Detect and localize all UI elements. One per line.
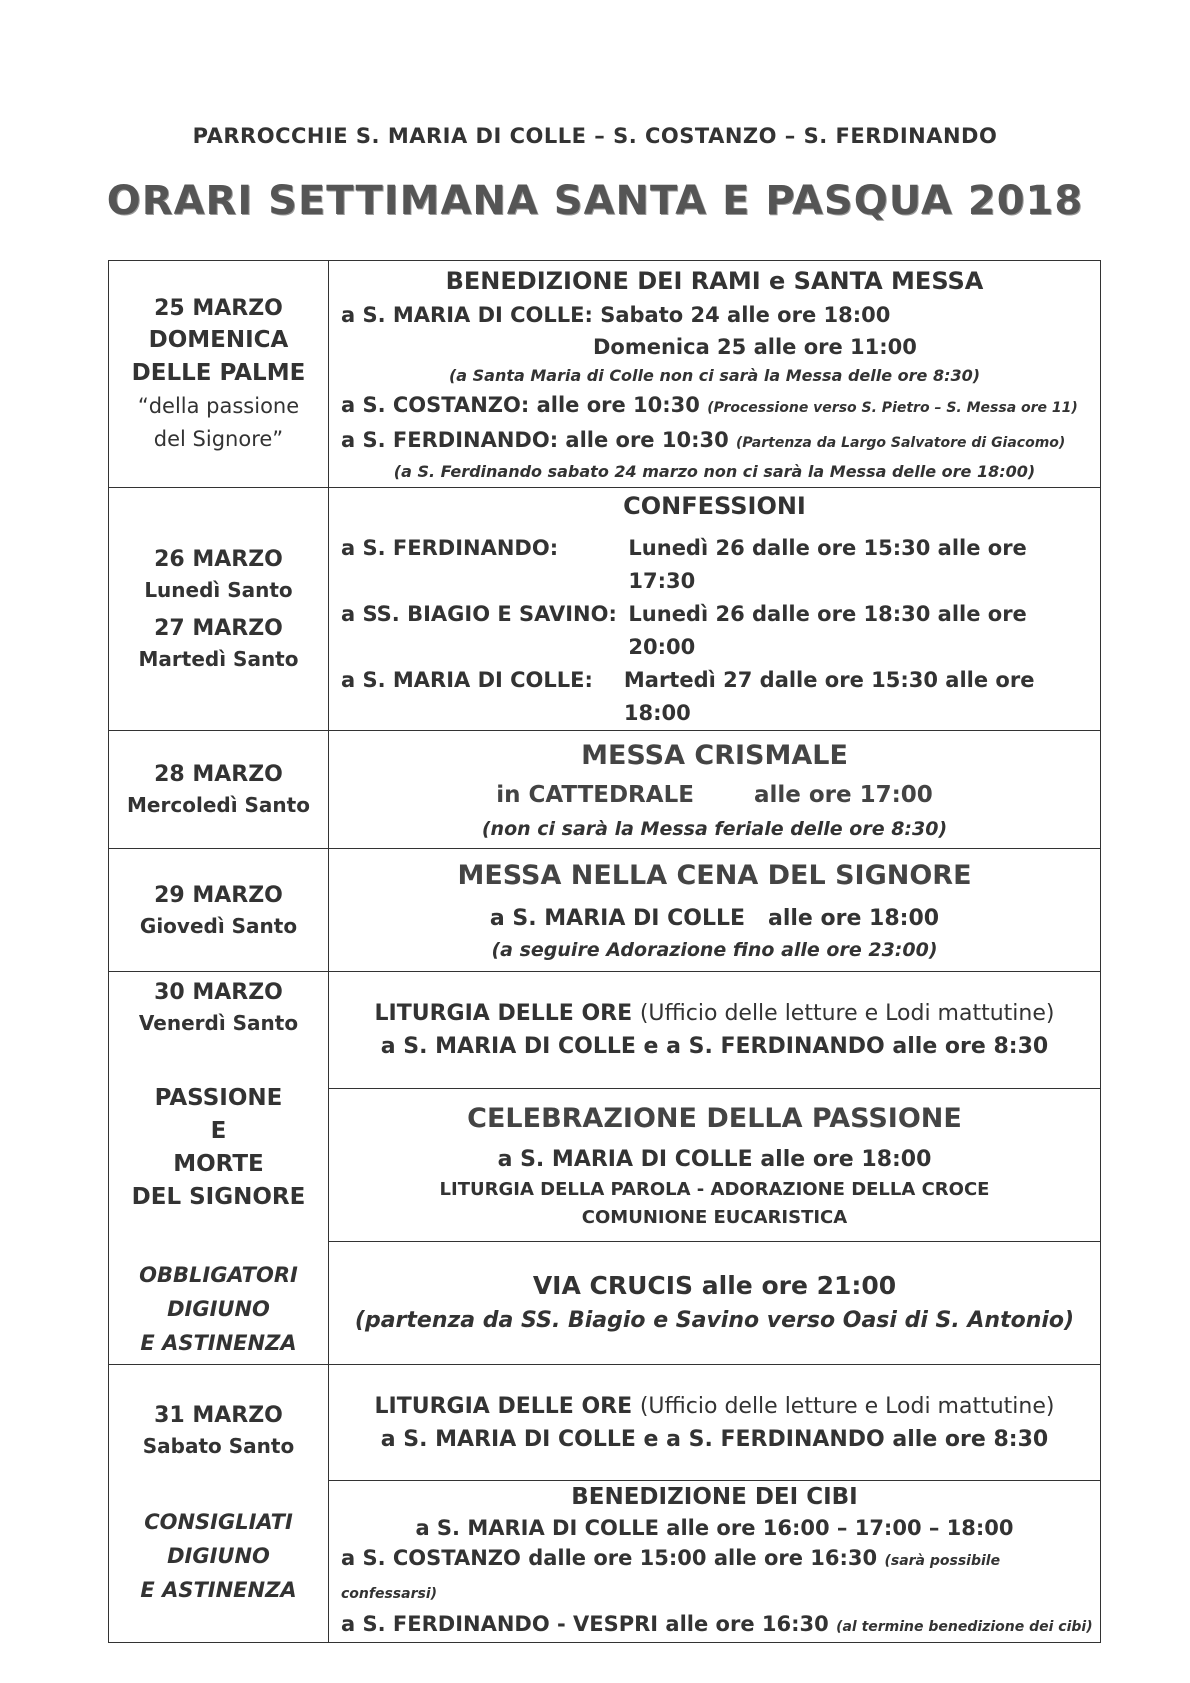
- place-label: a S. FERDINANDO:: [341, 536, 559, 560]
- day-subtitle: DEL SIGNORE: [131, 1183, 306, 1210]
- schedule-line: [329, 532, 1100, 598]
- time-label: Martedì 27 dalle ore 15:30 alle ore 18:00: [623, 668, 1035, 725]
- day-subtitle: E: [210, 1117, 227, 1144]
- schedule-note: (a S. Ferdinando sabato 24 marzo non ci sarà la Messa delle ore 18:00): [393, 462, 1036, 481]
- schedule-line: a S. MARIA DI COLLE e a S. FERDINANDO alle ore 8:30: [380, 1034, 1049, 1059]
- event-heading: BENEDIZIONE DEI CIBI: [571, 1484, 858, 1510]
- confessions-schedule-cell: [329, 488, 1101, 731]
- day-name: DELLE PALME: [131, 359, 306, 386]
- place-label: a S. MARIA DI COLLE:: [341, 668, 593, 692]
- date-label: 31 MARZO: [154, 1403, 283, 1428]
- page-title: ORARI SETTIMANA SANTA E PASQUA 2018: [106, 178, 1084, 224]
- day-subtitle: MORTE: [173, 1150, 264, 1177]
- schedule-line: a S. MARIA DI COLLE alle ore 16:00 – 17:00 – 18:00: [415, 1516, 1014, 1540]
- schedule-table: [108, 260, 1101, 1643]
- event-heading: CONFESSIONI: [623, 492, 806, 520]
- schedule-text: a S. FERDINANDO - VESPRI alle ore 16:30: [341, 1612, 829, 1636]
- schedule-note: (Partenza da Largo Salvatore di Giacomo): [736, 435, 1066, 451]
- fasting-note: DIGIUNO: [167, 1296, 270, 1321]
- schedule-note: (Ufficio delle letture e Lodi mattutine): [639, 1393, 1055, 1419]
- holy-saturday-lauds-cell: [329, 1365, 1101, 1481]
- time-label: Lunedì 26 dalle ore 15:30 alle ore 17:30: [628, 536, 1027, 593]
- schedule-note: (al termine benedizione dei cibi): [836, 1619, 1093, 1635]
- schedule-note: (partenza da SS. Biagio e Savino verso Oasi di S. Antonio): [354, 1308, 1075, 1333]
- event-heading: VIA CRUCIS alle ore 21:00: [532, 1271, 897, 1300]
- confessions-date-cell: [109, 488, 329, 731]
- good-friday-passion-cell: [329, 1089, 1101, 1242]
- schedule-line: [329, 1609, 1100, 1642]
- fasting-note: E ASTINENZA: [140, 1330, 297, 1355]
- schedule-line: a S. MARIA DI COLLE e a S. FERDINANDO alle ore 8:30: [380, 1426, 1049, 1452]
- event-heading: BENEDIZIONE DEI RAMI e SANTA MESSA: [445, 267, 984, 295]
- palm-sunday-schedule-cell: [329, 261, 1101, 488]
- schedule-line: COMUNIONE EUCARISTICA: [581, 1206, 848, 1228]
- fasting-note: E ASTINENZA: [140, 1578, 297, 1602]
- row-last-supper: [109, 849, 1101, 972]
- palm-sunday-date-cell: [109, 261, 329, 488]
- event-heading: LITURGIA DELLE ORE: [374, 1393, 633, 1419]
- day-name: Sabato Santo: [142, 1434, 295, 1458]
- schedule-text: a S. FERDINANDO: alle ore 10:30: [341, 428, 729, 452]
- day-name: Mercoledì Santo: [127, 793, 310, 817]
- schedule-line: [329, 1543, 1100, 1609]
- schedule-line: a S. MARIA DI COLLE: Sabato 24 alle ore 18:00: [341, 303, 891, 327]
- date-label: 27 MARZO: [154, 616, 283, 641]
- row-palm-sunday: [109, 261, 1101, 488]
- last-supper-schedule-cell: [329, 849, 1101, 972]
- event-heading: MESSA NELLA CENA DEL SIGNORE: [457, 859, 972, 891]
- event-heading: MESSA CRISMALE: [581, 739, 848, 771]
- schedule-line: [329, 664, 1100, 730]
- schedule-text: a S. COSTANZO: alle ore 10:30: [341, 393, 700, 417]
- day-subtitle: “della passione: [137, 393, 300, 418]
- chrism-mass-schedule-cell: [329, 731, 1101, 849]
- date-label: 30 MARZO: [154, 979, 283, 1005]
- schedule-line: [329, 424, 1100, 459]
- last-supper-date-cell: [109, 849, 329, 972]
- place-label: a SS. BIAGIO E SAVINO:: [341, 602, 617, 626]
- fasting-note: OBBLIGATORI: [139, 1262, 298, 1287]
- schedule-note: (non ci sarà la Messa feriale delle ore 8:30): [481, 817, 948, 840]
- day-name: Giovedì Santo: [139, 913, 298, 938]
- date-label: 25 MARZO: [154, 295, 283, 321]
- time-label: alle ore 17:00: [753, 781, 933, 808]
- row-good-friday-lauds: [109, 972, 1101, 1089]
- schedule-note: (Processione verso S. Pietro – S. Messa ore 11): [707, 400, 1078, 416]
- time-label: Lunedì 26 dalle ore 18:30 alle ore 20:00: [628, 602, 1027, 659]
- holy-saturday-blessing-cell: [329, 1481, 1101, 1643]
- schedule-line: [329, 1390, 1100, 1423]
- day-name: Venerdì Santo: [138, 1010, 299, 1035]
- schedule-note: (a Santa Maria di Colle non ci sarà la Messa delle ore 8:30): [448, 366, 981, 385]
- day-name: Martedì Santo: [138, 647, 299, 671]
- holy-saturday-date-cell: [109, 1365, 329, 1643]
- place-label: in CATTEDRALE: [496, 781, 694, 808]
- day-name: Lunedì Santo: [144, 578, 293, 602]
- good-friday-lauds-cell: [329, 972, 1101, 1089]
- day-subtitle: PASSIONE: [154, 1084, 283, 1111]
- chrism-mass-date-cell: [109, 731, 329, 849]
- schedule-note: (sarà possibile confessarsi): [341, 1553, 1001, 1602]
- row-chrism-mass: [109, 731, 1101, 849]
- date-label: 26 MARZO: [154, 547, 283, 572]
- schedule-note: (a seguire Adorazione fino alle ore 23:00): [491, 938, 938, 961]
- fasting-note: DIGIUNO: [167, 1544, 270, 1568]
- event-heading: LITURGIA DELLE ORE: [374, 1001, 633, 1026]
- parishes-header: PARROCCHIE S. MARIA DI COLLE – S. COSTANZO – S. FERDINANDO: [192, 124, 998, 148]
- schedule-line: [329, 389, 1100, 424]
- date-label: 29 MARZO: [154, 882, 283, 908]
- schedule-note: (Ufficio delle letture e Lodi mattutine): [639, 1001, 1055, 1026]
- good-friday-via-crucis-cell: [329, 1242, 1101, 1365]
- schedule-line: a S. MARIA DI COLLE alle ore 18:00: [497, 1146, 932, 1172]
- schedule-line: Domenica 25 alle ore 11:00: [593, 335, 917, 359]
- good-friday-date-cell: [109, 972, 329, 1365]
- event-heading: CELEBRAZIONE DELLA PASSIONE: [467, 1102, 962, 1134]
- schedule-text: a S. COSTANZO dalle ore 15:00 alle ore 16:30: [341, 1546, 878, 1570]
- schedule-line: a S. MARIA DI COLLE alle ore 18:00: [489, 905, 940, 931]
- day-subtitle: del Signore”: [153, 426, 284, 451]
- schedule-line: [329, 598, 1100, 664]
- fasting-note: CONSIGLIATI: [144, 1510, 293, 1534]
- schedule-line: [329, 997, 1100, 1030]
- date-label: 28 MARZO: [154, 762, 283, 787]
- row-holy-saturday-lauds: [109, 1365, 1101, 1481]
- schedule-line: [329, 776, 1100, 814]
- schedule-line: LITURGIA DELLA PAROLA - ADORAZIONE DELLA CROCE: [439, 1178, 990, 1200]
- row-confessions: [109, 488, 1101, 731]
- day-name: DOMENICA: [148, 326, 289, 353]
